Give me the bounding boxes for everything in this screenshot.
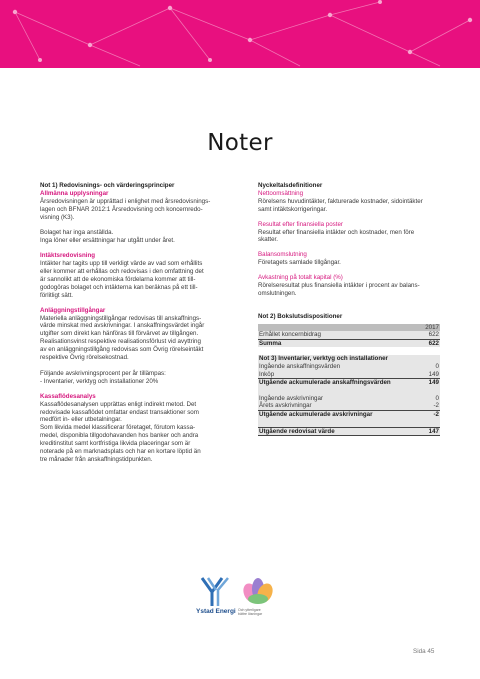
table-row-label: Utgående redovisat värde [258,427,402,436]
section-block [258,251,440,267]
network-pattern-graphic [0,0,480,68]
body-text-line: eller kommer att erhållas och redovisas i den omfattning det [40,268,204,276]
lotus-logo-text: Och ytterligare bättre lösningar [238,608,263,616]
body-text-line: Företagets samlade tillgångar. [258,259,341,267]
body-text-line: Materiella anläggningstillgångar redovisas till anskaffnings- [40,314,202,322]
lotus-logo-icon [242,577,274,607]
kpi-heading: Nyckeltalsdefinitioner [258,182,323,189]
body-text-line: Rörelsens huvudintäkter, fakturerade kostnader, sidointäkter [258,197,423,205]
body-text-line: Rörelseresultat plus finansiella intäkter i procent av balans- [258,282,420,290]
body-text-line: - Inventarier, verktyg och installationer 20% [40,377,159,385]
section-block [258,221,440,245]
header-banner [0,0,480,68]
table-row-label: Erhållet koncernbidrag [258,331,402,339]
footer-logos [196,576,286,622]
body-text-line [40,362,216,370]
section-heading: Kassaflödesanalys [40,392,96,400]
section-block [40,252,216,299]
page-number: Sida 45 [413,648,435,655]
body-text-line: Resultat efter finansiella intäkter och kostnader, men före [258,228,415,236]
table-row-value: 0 [402,363,440,371]
body-text-line: tre månader från anskaffningstidpunkten. [40,455,153,463]
body-text-line: kreditinstitut samt kortfristiga likvida placeringar som är [40,440,191,448]
body-text-line: redovisade kassaflödet omfattar endast transaktioner som [40,408,199,416]
section-heading: Resultat efter finansiella poster [258,220,343,228]
body-text-line: visning (K3). [40,213,75,221]
body-text-line: medfört in- eller utbetalningar. [40,416,122,424]
body-text-line: Inga löner eller ersättningar har utgått under året. [40,237,175,245]
year-header: 2017 [402,324,440,332]
left-column [40,182,216,471]
section-block [258,190,440,214]
body-text-line: förlitligt sätt. [40,291,74,299]
table-row-label: Utgående ackumulerade anskaffningsvärden [258,379,402,387]
section-block [40,393,216,464]
table-row-value: -2 [402,410,440,418]
body-text-line: respektive Övrig rörelsekostnad. [40,354,129,362]
table-row-value: 622 [402,339,440,347]
accounting-principles [40,190,216,464]
right-column [258,182,440,436]
table-row-label: Årets avskrivningar [258,402,402,410]
table-row-label: Utgående ackumulerade avskrivningar [258,410,402,418]
table-row-value: 149 [402,371,440,379]
table-row-label: Inköp [258,371,402,379]
table-row-label: Ingående avskrivningar [258,395,402,403]
body-text-line: Årsredovisningen är upprättad i enlighet med årsredovisnings- [40,197,211,205]
section-heading: Nettoomsättning [258,189,304,197]
note-1-heading: Not 1) Redovisnings- och värderingsprinciper [40,182,175,189]
body-text-line: Kassaflödesanalysen upprättas enligt indirekt metod. Det [40,400,197,408]
body-text-line: Som likvida medel klassificerar företaget, förutom kassa- [40,424,196,432]
section-heading: Avkastning på totalt kapital (%) [258,274,343,282]
body-text-line: Realisationsvinst respektive realisationsförlust vid avyttring [40,338,201,346]
table-row-label: Ingående anskaffningsvärden [258,363,402,371]
section-heading: Intäktsredovisning [40,252,96,260]
page-title: Noter [207,130,273,156]
ystad-energi-logo-text: Ystad Energi [196,608,236,615]
table-row-value: 147 [402,427,440,436]
body-text-line: av en anläggningstillgång redovisas som Övrig rörelseintäkt [40,346,204,354]
section-heading: Allmänna upplysningar [40,189,109,197]
body-text-line: samt intäktskorrigeringar. [258,205,328,213]
table-row-value: 622 [402,331,440,339]
body-text-line [40,222,216,230]
body-text-line: Bolaget har inga anställda. [40,229,114,237]
section-heading: Balansomslutning [258,251,307,259]
note-2-heading: Not 2) Bokslutsdispositioner [258,312,343,320]
body-text-line: utgifter som direkt kan hänföras till förvärvet av tillgången. [40,330,199,338]
kpi-definitions [258,190,440,298]
body-text-line: godogöras bolaget och intäkterna kan beräknas på ett till- [40,283,198,291]
table-row-value: -2 [402,402,440,410]
table-row-value: 0 [402,395,440,403]
body-text-line: Intäkter har tagits upp till verkligt värde av vad som erhållits [40,260,203,268]
body-text-line: värde minskat med avskrivningar. I anskaffningsvärdet ingår [40,322,205,330]
table-row-label: Summa [258,339,402,347]
body-text-line: Följande avskrivningsprocent per år tillämpas: [40,369,166,377]
body-text-line: noterade på en marknadsplats och har en kortare löptid än [40,448,201,456]
ystad-energi-logo-icon [198,576,234,608]
note-3-heading: Not 3) Inventarier, verktyg och installationer [258,355,440,363]
body-text-line: skatter. [258,236,278,244]
section-block [40,190,216,245]
section-block [258,274,440,298]
note-3-table [258,355,440,436]
body-text-line: omslutningen. [258,289,297,297]
section-block [40,307,216,386]
body-text-line: medel, disponibla tillgodohavanden hos banker och andra [40,432,199,440]
body-text-line: lagen och BFNAR 2012:1 Årsredovisning och koncernredo- [40,205,203,213]
section-heading: Anläggningstillgångar [40,306,106,314]
table-row-value: 149 [402,379,440,387]
body-text-line: är sannolikt att de ekonomiska fördelarna kommer att till- [40,275,196,283]
note-2-table [258,324,440,348]
